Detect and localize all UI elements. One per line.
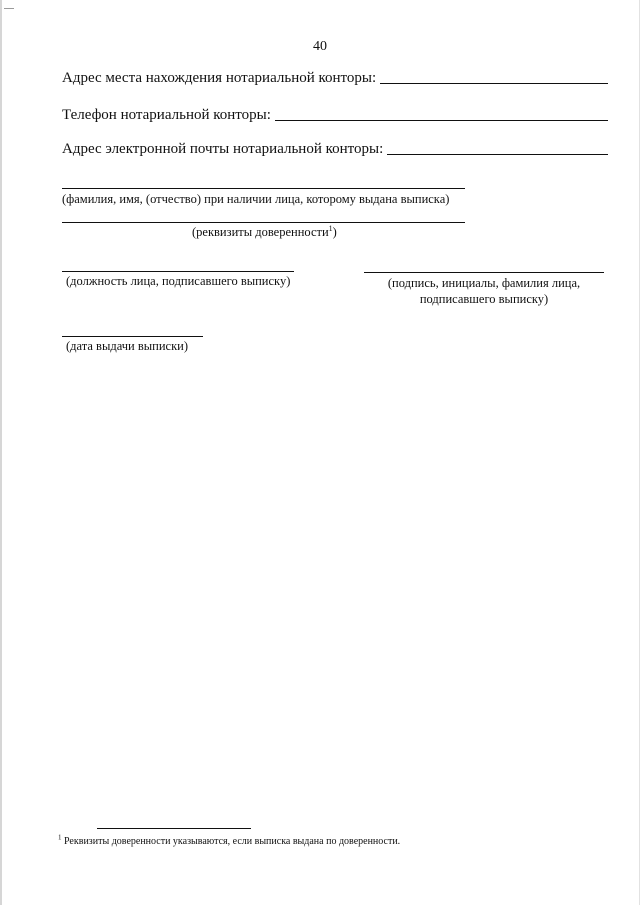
footnote-text: Реквизиты доверенности указываются, если выписка выдана по доверенности. — [64, 836, 401, 847]
scan-edge-left — [0, 0, 2, 905]
office-email-label: Адрес электронной почты нотариальной конторы: — [62, 141, 384, 157]
signer-signature-caption-line2: подписавшего выписку) — [419, 292, 549, 306]
recipient-name-blank-line[interactable] — [62, 188, 465, 189]
office-phone-blank-line[interactable] — [275, 119, 608, 121]
signer-signature-blank-line[interactable] — [364, 272, 604, 273]
power-of-attorney-blank-line[interactable] — [62, 222, 465, 223]
footnote-separator — [97, 828, 251, 829]
power-of-attorney-caption-close: ) — [332, 225, 337, 239]
signer-position-blank-line[interactable] — [62, 271, 294, 272]
recipient-name-caption: (фамилия, имя, (отчество) при наличии лица, которому выдана выписка) — [62, 192, 450, 206]
office-address-blank-line[interactable] — [380, 82, 608, 84]
page-number: 40 — [313, 39, 327, 54]
issue-date-caption: (дата выдачи выписки) — [66, 339, 188, 353]
power-of-attorney-caption — [192, 225, 337, 240]
power-of-attorney-footnote-ref: 1 — [328, 223, 333, 233]
office-email-field — [62, 141, 608, 158]
issue-date-blank-line[interactable] — [62, 336, 203, 337]
scan-mark — [4, 8, 14, 9]
office-email-blank-line[interactable] — [387, 153, 608, 155]
office-phone-field — [62, 107, 608, 124]
signer-signature-caption — [364, 275, 604, 307]
office-address-field — [62, 70, 608, 87]
office-address-label: Адрес места нахождения нотариальной конторы: — [62, 70, 377, 86]
footnote — [58, 833, 401, 847]
office-phone-label: Телефон нотариальной конторы: — [62, 107, 271, 123]
footnote-marker: 1 — [58, 833, 62, 842]
signer-position-caption: (должность лица, подписавшего выписку) — [66, 274, 291, 288]
power-of-attorney-caption-text: (реквизиты доверенности — [192, 225, 329, 239]
signer-signature-caption-line1: (подпись, инициалы, фамилия лица, — [387, 276, 581, 290]
